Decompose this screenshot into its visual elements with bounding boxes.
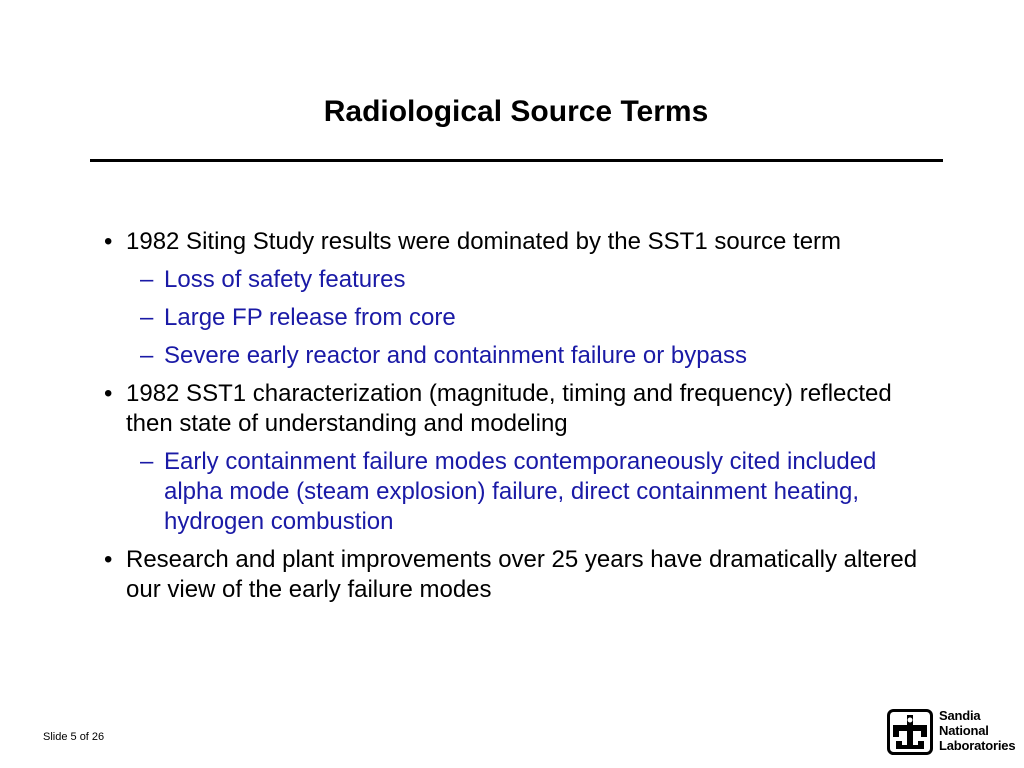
logo-wordmark xyxy=(939,708,1015,753)
logo-line: National xyxy=(939,723,989,738)
bullet-text: Research and plant improvements over 25 years have dramatically altered our view of the early failure modes xyxy=(126,546,918,603)
title-divider xyxy=(90,159,943,162)
bullet-icon: • xyxy=(104,228,113,255)
logo-line: Sandia xyxy=(939,708,981,723)
sub-bullet-item xyxy=(104,447,934,537)
sub-bullet-text: Loss of safety features xyxy=(164,266,406,293)
bullet-item xyxy=(104,379,934,439)
slide-number: Slide 5 of 26 xyxy=(43,731,105,743)
sub-bullet-text: Large FP release from core xyxy=(164,304,456,331)
bullet-item xyxy=(104,545,934,605)
sandia-thunderbird-icon xyxy=(887,709,933,755)
bullet-item xyxy=(104,227,934,257)
sub-bullet-item xyxy=(104,341,934,371)
sub-bullet-text: Early containment failure modes contemporaneously cited included alpha mode (steam explosion) failure, direct containment heating, hydrogen combustion xyxy=(164,448,877,535)
dash-icon: – xyxy=(140,304,154,331)
sub-bullet-item xyxy=(104,265,934,295)
bullet-icon: • xyxy=(104,380,113,407)
slide-title: Radiological Source Terms xyxy=(323,95,709,128)
sub-bullet-text: Severe early reactor and containment failure or bypass xyxy=(164,342,747,369)
bullet-icon: • xyxy=(104,546,113,573)
bullet-text: 1982 Siting Study results were dominated by the SST1 source term xyxy=(126,228,842,255)
slide-body xyxy=(104,227,934,605)
bullet-text: 1982 SST1 characterization (magnitude, timing and frequency) reflected then state of understanding and modeling xyxy=(126,380,892,437)
dash-icon: – xyxy=(140,448,154,475)
dash-icon: – xyxy=(140,266,154,293)
sub-bullet-item xyxy=(104,303,934,333)
sandia-logo xyxy=(887,707,1016,757)
dash-icon: – xyxy=(140,342,154,369)
logo-line: Laboratories xyxy=(939,738,1016,753)
